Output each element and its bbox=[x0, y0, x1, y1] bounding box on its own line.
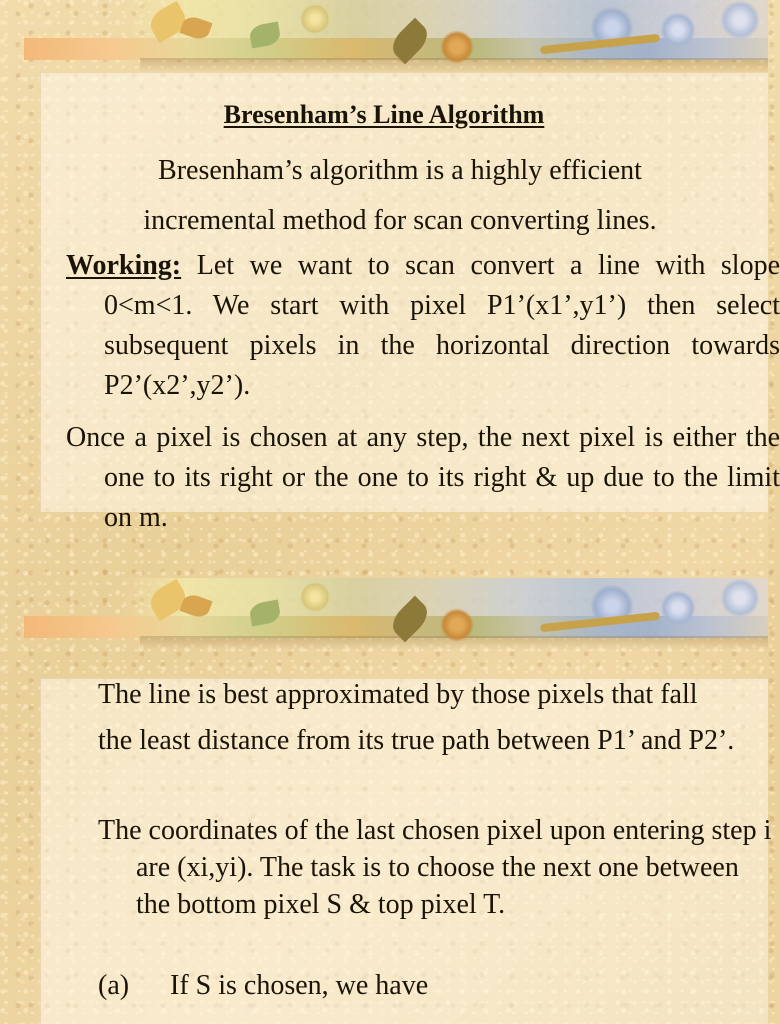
flower-icon bbox=[440, 30, 474, 64]
flower-icon bbox=[300, 4, 330, 34]
case-a-marker: (a) bbox=[98, 970, 130, 1001]
working-text: Let we want to scan convert a line with slope 0<m<1. We start with pixel P1’(x1’,y1’) then select subsequent pixels in the horizontal direction towards P2’(x2’,y2’). bbox=[104, 250, 780, 401]
intro-paragraph: Bresenham’s algorithm is a highly efficient incremental method for scan converting lines. bbox=[143, 155, 657, 236]
working-paragraph bbox=[66, 246, 780, 406]
flower-icon bbox=[720, 0, 760, 40]
flower-icon bbox=[440, 608, 474, 642]
working-label: Working: bbox=[66, 250, 182, 281]
flower-icon bbox=[660, 12, 696, 48]
flower-icon bbox=[720, 578, 760, 618]
case-a-item bbox=[98, 966, 738, 1006]
pixel-choice-paragraph: Once a pixel is chosen at any step, the next pixel is either the one to its right or the one to its right & up due to the limit on m. bbox=[66, 422, 780, 533]
floral-banner bbox=[0, 578, 768, 650]
approximation-paragraph: The line is best approximated by those pixels that fall the least distance from its true path between P1’ and P2’. bbox=[98, 679, 735, 756]
page-title: Bresenham’s Line Algorithm bbox=[223, 100, 545, 129]
flower-icon bbox=[300, 582, 330, 612]
slide-2 bbox=[0, 578, 768, 1024]
flower-icon bbox=[660, 590, 696, 626]
coordinates-paragraph: The coordinates of the last chosen pixel upon entering step i are (xi,yi). The task is to choose the next one between the bottom pixel S & top pixel T. bbox=[98, 815, 772, 920]
case-a-text: If S is chosen, we have bbox=[170, 970, 429, 1001]
floral-banner bbox=[0, 0, 768, 72]
